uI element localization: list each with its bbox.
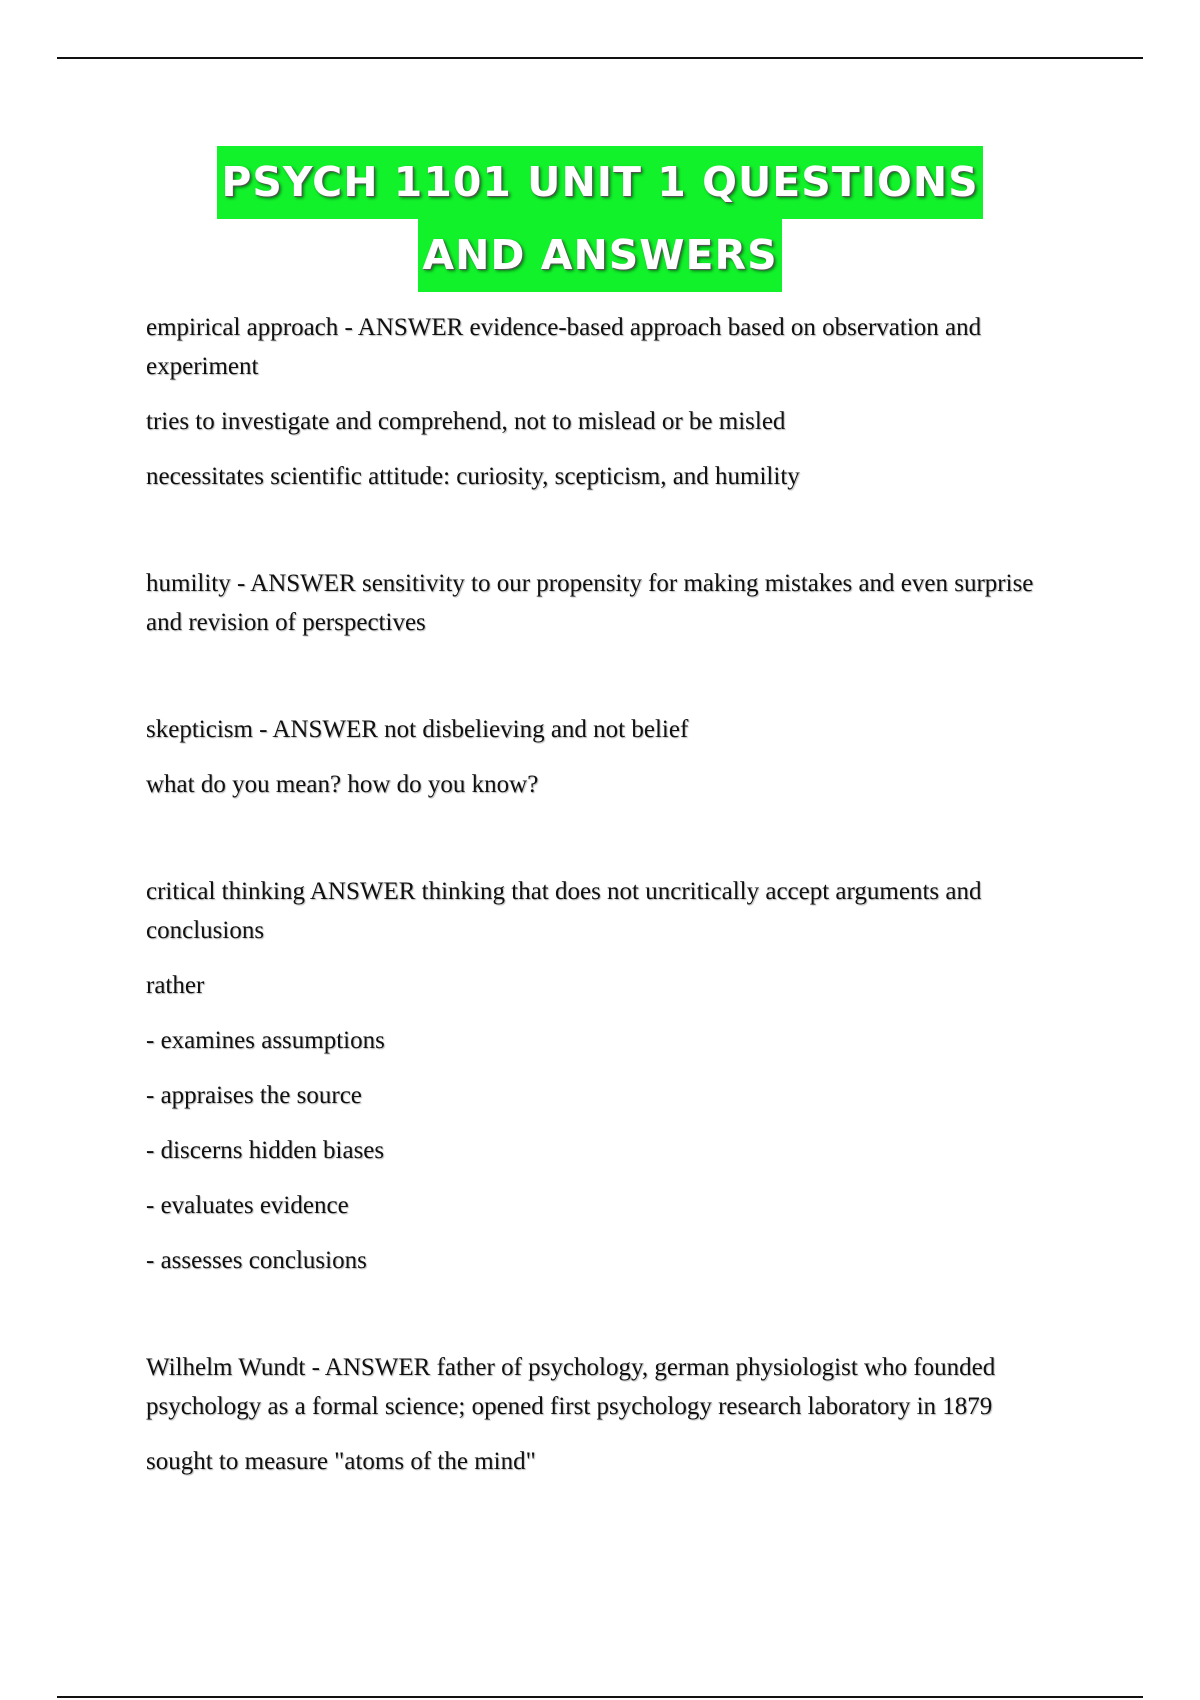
entry-list-item: - assesses conclusions [146,1247,367,1274]
entry-paragraph: tries to investigate and comprehend, not to mislead or be misled [146,408,786,435]
document-title [0,146,1200,292]
entry-paragraph: Wilhelm Wundt - ANSWER father of psychology, german physiologist who founded psychology as a formal science; opened first psychology research laboratory in 1879 [146,1354,996,1420]
entry-paragraph: necessitates scientific attitude: curiosity, scepticism, and humility [146,463,800,490]
entry-paragraph: rather [146,972,205,999]
entry-spacer [146,658,1046,710]
entry-paragraph: sought to measure "atoms of the mind" [146,1448,536,1475]
entry-list-item: - examines assumptions [146,1027,385,1054]
entry-list-item: - appraises the source [146,1082,362,1109]
entry-list-item: - discerns hidden biases [146,1137,385,1164]
qa-entry-critical-thinking [146,872,1046,1280]
entry-paragraph: empirical approach - ANSWER evidence-based approach based on observation and experiment [146,314,982,380]
entry-spacer [146,820,1046,872]
title-line-2: AND ANSWERS [418,219,781,292]
entry-paragraph: what do you mean? how do you know? [146,771,539,798]
entry-paragraph: skepticism - ANSWER not disbelieving and not belief [146,716,689,743]
entry-spacer [146,512,1046,564]
entry-paragraph: critical thinking ANSWER thinking that does not uncritically accept arguments and conclusions [146,878,982,944]
qa-entry-wilhelm-wundt [146,1348,1046,1481]
qa-content [146,308,1046,1497]
entry-list-item: - evaluates evidence [146,1192,349,1219]
title-line-1: PSYCH 1101 UNIT 1 QUESTIONS [217,146,982,219]
footer-rule [57,1696,1143,1698]
qa-entry-humility [146,564,1046,642]
qa-entry-skepticism [146,710,1046,804]
qa-entry-empirical-approach [146,308,1046,496]
entry-paragraph: humility - ANSWER sensitivity to our propensity for making mistakes and even surprise and revision of perspectives [146,570,1034,636]
header-rule [57,57,1143,59]
entry-spacer [146,1296,1046,1348]
